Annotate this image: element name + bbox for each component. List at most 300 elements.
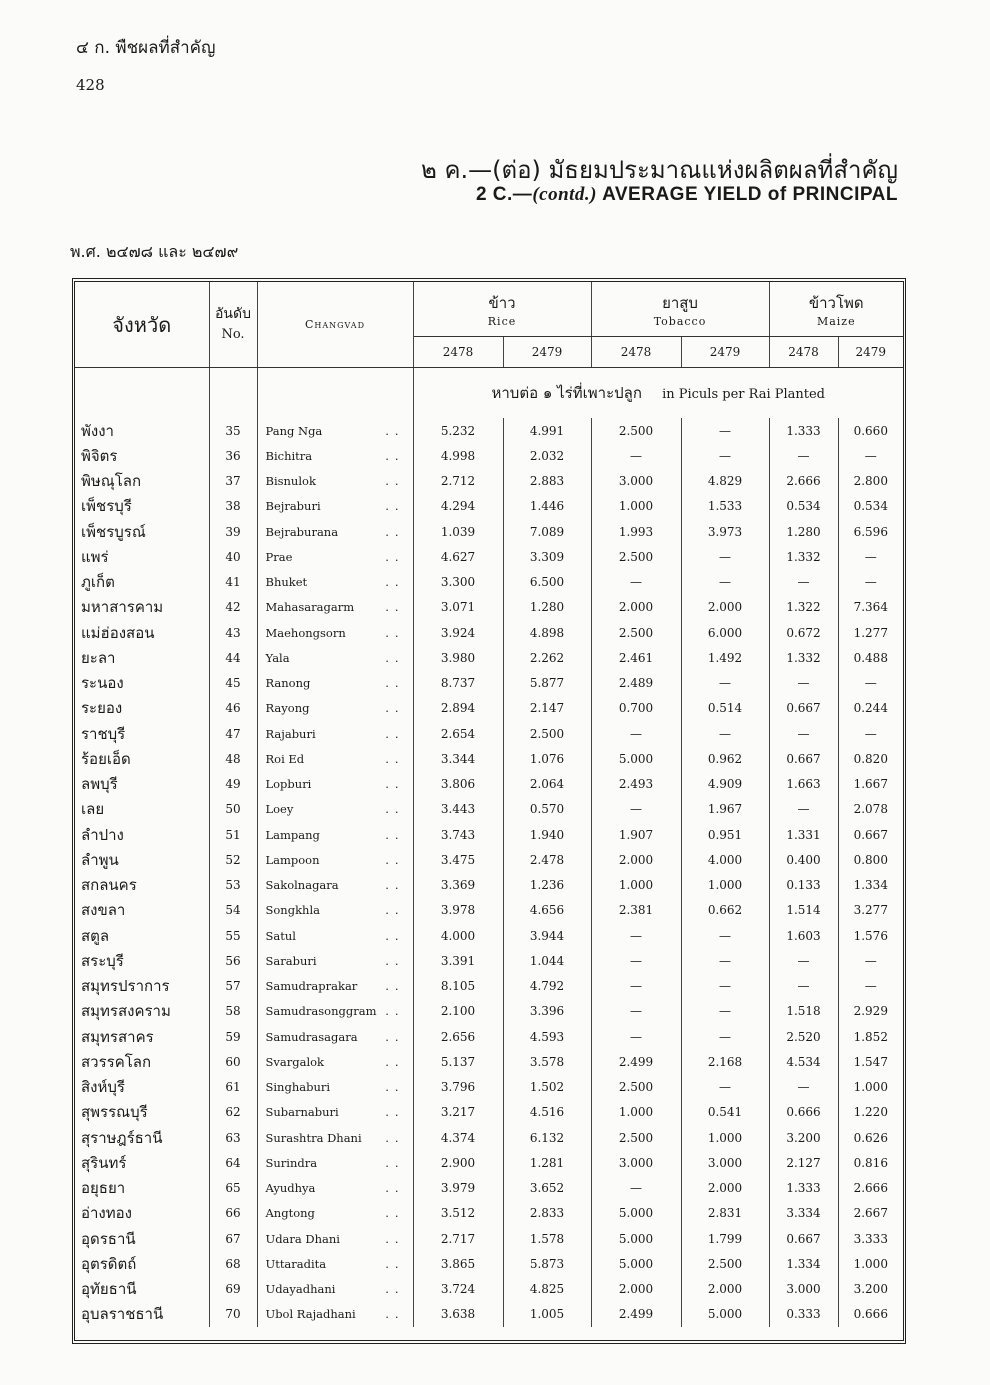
maize-2478-cell: 1.331 [769,822,838,847]
changvad-en-cell [257,1251,413,1276]
rice-2478-cell: 4.998 [413,443,503,468]
number-cell: 55 [209,923,257,948]
tobacco-2479-cell: 1.000 [681,873,769,898]
maize-2479-cell: 2.667 [853,1206,888,1221]
leader-dots: .. [385,1282,405,1297]
number-cell: 46 [209,696,257,721]
leader-dots: .. [385,802,405,817]
maize-2478-cell: 1.603 [769,923,838,948]
leader-dots: .. [385,953,405,968]
rice-2479-cell: 4.991 [503,418,591,443]
maize-2479-cell: 1.852 [853,1029,888,1044]
number-cell: 70 [209,1302,257,1327]
table-row [75,873,903,898]
number-cell: 58 [209,999,257,1024]
title-en [476,184,898,206]
table-row [75,1302,903,1327]
rice-2478-cell: 4.000 [413,923,503,948]
number-cell: 69 [209,1277,257,1302]
number-cell: 51 [209,822,257,847]
maize-2478-cell: 1.514 [769,898,838,923]
header-tobacco-2479: 2479 [681,337,769,368]
table-row [75,696,903,721]
table-row [75,469,903,494]
changvad-en-name: Samudraprakar [265,979,358,994]
changvad-thai-cell: ลพบุรี [75,772,209,797]
changvad-en-cell [257,923,413,948]
tobacco-2479-cell: 2.000 [681,1277,769,1302]
maize-2478-cell: 1.333 [769,1176,838,1201]
tobacco-2478-cell: 2.381 [591,898,681,923]
maize-2478-cell: 0.672 [769,620,838,645]
tobacco-2479-cell: 5.000 [681,1302,769,1327]
header-rice-en: Rice [487,314,517,328]
changvad-en-name: Ayudhya [265,1181,316,1196]
maize-2479-cell: — [864,575,877,590]
tobacco-2478-cell: 1.000 [591,494,681,519]
changvad-en-cell [257,999,413,1024]
table-row [75,797,903,822]
table-row [75,898,903,923]
maize-2479-cell: 0.667 [853,827,888,842]
changvad-thai-cell: เพ็ชรบุรี [75,494,209,519]
rice-2478-cell: 2.894 [413,696,503,721]
header-tobacco-en: Tobacco [653,314,707,328]
rice-2478-cell: 3.391 [413,948,503,973]
rice-2478-cell: 3.475 [413,847,503,872]
changvad-thai-cell: แพร่ [75,544,209,569]
leader-dots: .. [385,1231,405,1246]
changvad-en-cell [257,696,413,721]
tobacco-2479-cell: — [681,418,769,443]
changvad-en-name: Bisnulok [265,474,316,489]
tobacco-2478-cell: 5.000 [591,1201,681,1226]
tobacco-2478-cell: 1.993 [591,519,681,544]
rice-2478-cell: 3.724 [413,1277,503,1302]
changvad-en-cell [257,570,413,595]
maize-2479-cell: 1.576 [853,928,888,943]
tobacco-2478-cell: 5.000 [591,1251,681,1276]
leader-dots: .. [385,1256,405,1271]
tobacco-2478-cell: 2.500 [591,544,681,569]
rice-2479-cell: 3.309 [503,544,591,569]
header-no-thai: อันดับ [215,306,251,322]
maize-2478-cell: 3.000 [769,1277,838,1302]
rice-2479-cell: 1.076 [503,746,591,771]
rice-2478-cell: 3.924 [413,620,503,645]
number-cell: 44 [209,645,257,670]
rice-2478-cell: 4.294 [413,494,503,519]
changvad-en-cell [257,1024,413,1049]
changvad-en-cell [257,797,413,822]
leader-dots: .. [385,852,405,867]
tobacco-2478-cell: 2.461 [591,645,681,670]
maize-2478-cell: 3.200 [769,1125,838,1150]
table-row [75,494,903,519]
rice-2478-cell: 3.743 [413,822,503,847]
rice-2479-cell: 2.032 [503,443,591,468]
table-row [75,544,903,569]
tobacco-2479-cell: 2.831 [681,1201,769,1226]
number-cell: 64 [209,1150,257,1175]
table-row [75,1277,903,1302]
header-maize-en: Maize [816,314,856,328]
rice-2479-cell: 1.044 [503,948,591,973]
changvad-en-name: Udara Dhani [265,1231,340,1246]
leader-dots: .. [385,549,405,564]
tobacco-2478-cell: 2.500 [591,1125,681,1150]
header-no [209,282,257,368]
maize-2479-cell: — [864,676,877,691]
page-number: 428 [76,76,105,94]
changvad-thai-cell: สุราษฎร์ธานี [75,1125,209,1150]
tobacco-2479-cell: — [681,671,769,696]
maize-2479-cell: 0.666 [853,1307,888,1322]
maize-2478-cell: 1.332 [769,544,838,569]
changvad-en-cell [257,595,413,620]
header-rice-thai: ข้าว [488,293,516,312]
changvad-en-cell [257,519,413,544]
changvad-en-cell [257,418,413,443]
changvad-en-cell [257,1125,413,1150]
tobacco-2478-cell: — [591,1176,681,1201]
maize-2479-cell: 0.626 [853,1130,888,1145]
changvad-en-cell [257,1201,413,1226]
rice-2478-cell: 3.217 [413,1100,503,1125]
rice-2479-cell: 2.883 [503,469,591,494]
maize-2479-cell: 0.816 [853,1155,888,1170]
tobacco-2478-cell: — [591,721,681,746]
tobacco-2479-cell: 1.533 [681,494,769,519]
changvad-en-name: Loey [265,802,294,817]
maize-2478-cell: 3.334 [769,1201,838,1226]
rice-2479-cell: 4.656 [503,898,591,923]
changvad-thai-cell: สิงห์บุรี [75,1075,209,1100]
rice-2479-cell: 4.825 [503,1277,591,1302]
changvad-en-cell [257,847,413,872]
changvad-thai-cell: ภูเก็ต [75,570,209,595]
table-row [75,1226,903,1251]
table-row [75,1125,903,1150]
tobacco-2478-cell: 1.907 [591,822,681,847]
leader-dots: .. [385,903,405,918]
changvad-en-cell [257,1075,413,1100]
rice-2479-cell: 0.570 [503,797,591,822]
table-row [75,443,903,468]
tobacco-2478-cell: 5.000 [591,746,681,771]
tobacco-2479-cell: 0.951 [681,822,769,847]
maize-2479-cell: 2.800 [853,474,888,489]
number-cell: 62 [209,1100,257,1125]
rice-2479-cell: 5.877 [503,671,591,696]
table-row [75,772,903,797]
leader-dots: .. [385,1181,405,1196]
tobacco-2478-cell: 3.000 [591,469,681,494]
changvad-en-name: Satul [265,928,296,943]
title-en-prefix: 2 C.— [475,184,533,205]
changvad-en-name: Samudrasagara [265,1029,358,1044]
rice-2478-cell: 4.627 [413,544,503,569]
tobacco-2478-cell: — [591,948,681,973]
changvad-thai-cell: พิษณุโลก [75,469,209,494]
header-maize [769,282,903,337]
changvad-thai-cell: สวรรคโลก [75,1049,209,1074]
leader-dots: .. [385,676,405,691]
rice-2479-cell: 2.833 [503,1201,591,1226]
maize-2479-cell: 0.820 [853,751,888,766]
tobacco-2478-cell: 1.000 [591,1100,681,1125]
tobacco-2479-cell: 4.829 [681,469,769,494]
header-rice-2478: 2478 [413,337,503,368]
maize-2478-cell: 2.666 [769,469,838,494]
table-row [75,671,903,696]
tobacco-2479-cell: — [681,923,769,948]
header-tobacco-thai: ยาสูบ [662,293,698,312]
number-cell: 43 [209,620,257,645]
table-row [75,1201,903,1226]
rice-2479-cell: 3.396 [503,999,591,1024]
rice-2479-cell: 5.873 [503,1251,591,1276]
header-tobacco-2478: 2478 [591,337,681,368]
maize-2479-cell: — [864,549,877,564]
maize-2478-cell: 0.666 [769,1100,838,1125]
changvad-en-cell [257,948,413,973]
maize-2478-cell: 0.667 [769,696,838,721]
rice-2478-cell: 2.717 [413,1226,503,1251]
changvad-thai-cell: สุรินทร์ [75,1150,209,1175]
rice-2479-cell: 1.280 [503,595,591,620]
number-cell: 63 [209,1125,257,1150]
tobacco-2478-cell: 2.499 [591,1302,681,1327]
table-row [75,1024,903,1049]
maize-2478-cell: — [769,721,838,746]
changvad-thai-cell: พิจิตร [75,443,209,468]
changvad-en-name: Prae [265,549,293,564]
header-maize-thai: ข้าวโพด [808,293,864,312]
rice-2479-cell: 3.944 [503,923,591,948]
changvad-en-cell [257,494,413,519]
changvad-thai-cell: สงขลา [75,898,209,923]
tobacco-2479-cell: 2.500 [681,1251,769,1276]
tobacco-2478-cell: 2.000 [591,847,681,872]
header-changvad-en: Changvad [257,282,413,368]
rice-2479-cell: 4.792 [503,974,591,999]
title-en-contd: (contd.) [532,184,597,205]
changvad-en-cell [257,974,413,999]
tobacco-2479-cell: 0.541 [681,1100,769,1125]
leader-dots: .. [385,1029,405,1044]
leader-dots: .. [385,878,405,893]
changvad-en-cell [257,645,413,670]
changvad-en-name: Rayong [265,701,310,716]
changvad-en-name: Ranong [265,676,311,691]
tobacco-2478-cell: — [591,923,681,948]
rice-2478-cell: 3.638 [413,1302,503,1327]
years-label: พ.ศ. ๒๔๗๘ และ ๒๔๗๙ [70,242,239,261]
maize-2478-cell: — [769,570,838,595]
maize-2478-cell: 0.667 [769,746,838,771]
leader-dots: .. [385,1307,405,1322]
changvad-en-name: Surindra [265,1155,318,1170]
changvad-en-cell [257,873,413,898]
rice-2478-cell: 3.796 [413,1075,503,1100]
maize-2478-cell: — [769,797,838,822]
maize-2479-cell: 1.547 [853,1054,888,1069]
number-cell: 35 [209,418,257,443]
leader-dots: .. [385,1155,405,1170]
rice-2479-cell: 4.593 [503,1024,591,1049]
unit-label [413,368,903,419]
rice-2479-cell: 2.262 [503,645,591,670]
maize-2479-cell: 1.277 [853,625,888,640]
header-maize-2479: 2479 [838,337,903,368]
maize-2479-cell: — [864,953,877,968]
table-row [75,721,903,746]
tobacco-2478-cell: — [591,570,681,595]
number-cell: 53 [209,873,257,898]
changvad-en-name: Pang Nga [265,423,323,438]
maize-2479-cell: 1.000 [853,1080,888,1095]
tobacco-2479-cell: 1.799 [681,1226,769,1251]
title-thai: ๒ ค.—(ต่อ) มัธยมประมาณแห่งผลิตผลที่สำคัญ [421,156,898,184]
table-row [75,595,903,620]
changvad-en-name: Maehongsorn [265,625,346,640]
number-cell: 67 [209,1226,257,1251]
number-cell: 57 [209,974,257,999]
changvad-thai-cell: อุทัยธานี [75,1277,209,1302]
number-cell: 66 [209,1201,257,1226]
number-cell: 45 [209,671,257,696]
maize-2478-cell: 1.334 [769,1251,838,1276]
changvad-en-name: Singhaburi [265,1080,331,1095]
header-tobacco [591,282,769,337]
leader-dots: .. [385,575,405,590]
tobacco-2478-cell: — [591,1024,681,1049]
rice-2479-cell: 3.652 [503,1176,591,1201]
maize-2478-cell: 2.520 [769,1024,838,1049]
changvad-thai-cell: สมุทรสงคราม [75,999,209,1024]
maize-2479-cell: 7.364 [853,600,888,615]
changvad-en-name: Bhuket [265,575,308,590]
unit-en: in Piculs per Rai Planted [662,387,826,402]
rice-2479-cell: 6.500 [503,570,591,595]
tobacco-2479-cell: 0.514 [681,696,769,721]
changvad-thai-cell: อ่างทอง [75,1201,209,1226]
changvad-en-cell [257,469,413,494]
rice-2478-cell: 5.137 [413,1049,503,1074]
changvad-en-name: Roi Ed [265,751,305,766]
maize-2479-cell: 3.200 [853,1282,888,1297]
number-cell: 60 [209,1049,257,1074]
number-cell: 65 [209,1176,257,1201]
changvad-en-name: Bejraburi [265,499,321,514]
tobacco-2479-cell: — [681,544,769,569]
changvad-en-name: Ubol Rajadhani [265,1307,356,1322]
changvad-en-cell [257,746,413,771]
tobacco-2479-cell: 2.168 [681,1049,769,1074]
leader-dots: .. [385,726,405,741]
changvad-en-name: Yala [265,650,290,665]
tobacco-2479-cell: 4.909 [681,772,769,797]
maize-2479-cell: 2.666 [853,1181,888,1196]
maize-2478-cell: — [769,1075,838,1100]
changvad-en-name: Svargalok [265,1054,325,1069]
tobacco-2478-cell: — [591,797,681,822]
rice-2478-cell: 3.071 [413,595,503,620]
tobacco-2478-cell: 5.000 [591,1226,681,1251]
header-no-en: No. [221,327,245,342]
changvad-thai-cell: อุดรธานี [75,1226,209,1251]
rice-2479-cell: 1.281 [503,1150,591,1175]
rice-2478-cell: 3.980 [413,645,503,670]
tobacco-2479-cell: — [681,1024,769,1049]
maize-2478-cell: — [769,948,838,973]
number-cell: 41 [209,570,257,595]
rice-2479-cell: 6.132 [503,1125,591,1150]
maize-2479-cell: 2.078 [853,802,888,817]
leader-dots: .. [385,1054,405,1069]
number-cell: 48 [209,746,257,771]
rice-2478-cell: 2.100 [413,999,503,1024]
leader-dots: .. [385,751,405,766]
maize-2479-cell: — [864,726,877,741]
leader-dots: .. [385,777,405,792]
changvad-thai-cell: สุพรรณบุรี [75,1100,209,1125]
tobacco-2479-cell: 1.000 [681,1125,769,1150]
tobacco-2478-cell: 2.489 [591,671,681,696]
tobacco-2479-cell: — [681,570,769,595]
leader-dots: .. [385,474,405,489]
table-row [75,1176,903,1201]
title-en-main: AVERAGE YIELD of PRINCIPAL [602,184,898,205]
number-cell: 56 [209,948,257,973]
maize-2478-cell: 0.133 [769,873,838,898]
rice-2479-cell: 1.236 [503,873,591,898]
rice-2479-cell: 4.516 [503,1100,591,1125]
tobacco-2479-cell: — [681,1075,769,1100]
table-row [75,620,903,645]
tobacco-2479-cell: — [681,948,769,973]
number-cell: 49 [209,772,257,797]
leader-dots: .. [385,524,405,539]
tobacco-2478-cell: 2.493 [591,772,681,797]
rice-2479-cell: 2.064 [503,772,591,797]
changvad-thai-cell: สกลนคร [75,873,209,898]
maize-2479-cell: 3.333 [853,1231,888,1246]
changvad-en-cell [257,1049,413,1074]
unit-thai: หาบต่อ ๑ ไร่ที่เพาะปลูก [491,384,642,402]
rice-2479-cell: 7.089 [503,519,591,544]
table-row [75,570,903,595]
tobacco-2479-cell: 1.492 [681,645,769,670]
tobacco-2479-cell: 2.000 [681,595,769,620]
leader-dots: .. [385,1130,405,1145]
number-cell: 54 [209,898,257,923]
header-rice [413,282,591,337]
changvad-thai-cell: มหาสารคาม [75,595,209,620]
leader-dots: .. [385,1080,405,1095]
changvad-en-cell [257,1302,413,1327]
changvad-en-name: Angtong [265,1206,315,1221]
table-row [75,974,903,999]
maize-2479-cell: 0.244 [853,701,888,716]
maize-2478-cell: 1.333 [769,418,838,443]
changvad-en-cell [257,1226,413,1251]
number-cell: 42 [209,595,257,620]
number-cell: 39 [209,519,257,544]
rice-2478-cell: 4.374 [413,1125,503,1150]
leader-dots: .. [385,1206,405,1221]
